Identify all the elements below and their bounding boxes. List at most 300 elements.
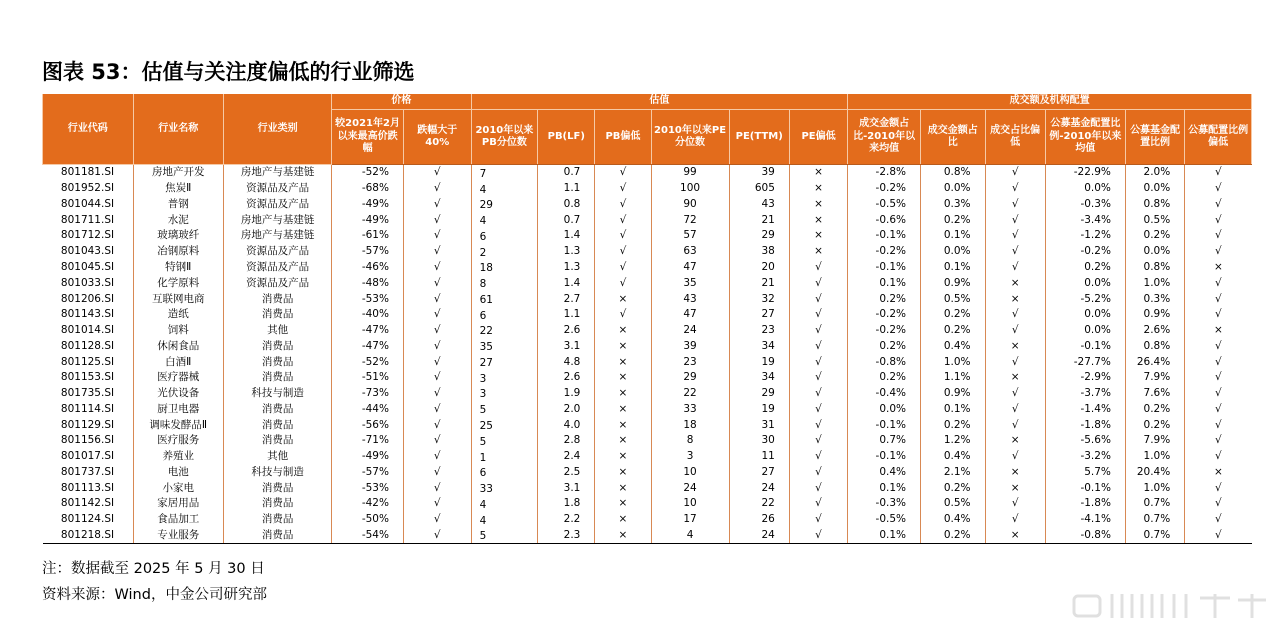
cell-fund-ratio: 20.4% bbox=[1125, 465, 1184, 481]
cell-pb-pct: 8 bbox=[471, 275, 538, 291]
cell-category: 消费品 bbox=[224, 338, 332, 354]
col-header-pb: PB(LF) bbox=[538, 110, 595, 165]
cell-pb: 4.8 bbox=[538, 354, 595, 370]
cell-pe-pct: 35 bbox=[651, 275, 729, 291]
data-note: 注：数据截至 2025 年 5 月 30 日 bbox=[42, 561, 265, 577]
cell-pe: 605 bbox=[729, 181, 789, 197]
cell-category: 房地产与基建链 bbox=[224, 212, 332, 228]
cell-pb: 1.3 bbox=[538, 260, 595, 276]
cell-turnover-low: √ bbox=[985, 228, 1045, 244]
cell-turnover-vs-avg: 0.7% bbox=[848, 433, 921, 449]
table-row bbox=[43, 338, 1252, 354]
cell-pe-pct: 29 bbox=[651, 370, 729, 386]
cell-fund-ratio: 2.6% bbox=[1125, 323, 1184, 339]
cell-pe-low: √ bbox=[789, 370, 847, 386]
cell-pe: 30 bbox=[729, 433, 789, 449]
cell-name: 光伏设备 bbox=[133, 386, 224, 402]
cell-turnover-low: √ bbox=[985, 401, 1045, 417]
cell-pe: 22 bbox=[729, 496, 789, 512]
cell-turnover-vs-avg: -0.3% bbox=[848, 496, 921, 512]
cell-name: 冶钢原料 bbox=[133, 244, 224, 260]
cell-drop40: √ bbox=[403, 370, 471, 386]
cell-fund-vs-avg: -0.2% bbox=[1045, 244, 1125, 260]
table-row bbox=[43, 165, 1252, 181]
cell-fund-vs-avg: -5.6% bbox=[1045, 433, 1125, 449]
cell-category: 资源品及产品 bbox=[224, 197, 332, 213]
cell-turnover-share: 2.1% bbox=[921, 465, 986, 481]
cell-pb-pct: 29 bbox=[471, 197, 538, 213]
cell-pb-low: × bbox=[595, 528, 651, 544]
table-row bbox=[43, 260, 1252, 276]
cell-pe: 20 bbox=[729, 260, 789, 276]
cell-turnover-low: √ bbox=[985, 386, 1045, 402]
cell-turnover-share: 0.9% bbox=[921, 386, 986, 402]
cell-fund-ratio: 0.2% bbox=[1125, 417, 1184, 433]
cell-name: 小家电 bbox=[133, 480, 224, 496]
cell-pb-low: × bbox=[595, 496, 651, 512]
cell-name: 造纸 bbox=[133, 307, 224, 323]
cell-category: 消费品 bbox=[224, 433, 332, 449]
cell-name: 玻璃玻纤 bbox=[133, 228, 224, 244]
cell-pe-pct: 4 bbox=[651, 528, 729, 544]
cell-drop40: √ bbox=[403, 496, 471, 512]
cell-pb-pct: 25 bbox=[471, 417, 538, 433]
cell-pb-pct: 5 bbox=[471, 528, 538, 544]
cell-pb-low: √ bbox=[595, 181, 651, 197]
cell-pe-low: × bbox=[789, 244, 847, 260]
cell-fund-ratio: 0.0% bbox=[1125, 181, 1184, 197]
cell-code: 801712.SI bbox=[60, 229, 115, 242]
table-row bbox=[43, 228, 1252, 244]
col-header-code: 行业代码 bbox=[43, 94, 134, 165]
cell-fund-vs-avg: -1.2% bbox=[1045, 228, 1125, 244]
cell-drawdown: -71% bbox=[332, 433, 404, 449]
cell-drawdown: -73% bbox=[332, 386, 404, 402]
cell-pe: 43 bbox=[729, 197, 789, 213]
cell-pb: 2.7 bbox=[538, 291, 595, 307]
table-row bbox=[43, 528, 1252, 544]
cell-drop40: √ bbox=[403, 244, 471, 260]
screening-table bbox=[42, 94, 1252, 544]
cell-drawdown: -68% bbox=[332, 181, 404, 197]
cell-fund-low: √ bbox=[1185, 275, 1252, 291]
cell-fund-low: √ bbox=[1185, 338, 1252, 354]
cell-turnover-share: 0.2% bbox=[921, 212, 986, 228]
cell-fund-low: √ bbox=[1185, 165, 1252, 181]
cell-pe: 32 bbox=[729, 291, 789, 307]
cell-name: 食品加工 bbox=[133, 512, 224, 528]
cell-pe-low: √ bbox=[789, 401, 847, 417]
cell-pb-low: √ bbox=[595, 197, 651, 213]
cell-drop40: √ bbox=[403, 465, 471, 481]
cell-fund-vs-avg: 0.0% bbox=[1045, 181, 1125, 197]
cell-fund-vs-avg: -1.8% bbox=[1045, 496, 1125, 512]
cell-pb-pct: 6 bbox=[471, 307, 538, 323]
cell-drop40: √ bbox=[403, 512, 471, 528]
cell-pe: 29 bbox=[729, 228, 789, 244]
cell-drawdown: -40% bbox=[332, 307, 404, 323]
cell-fund-ratio: 0.0% bbox=[1125, 244, 1184, 260]
cell-code: 801153.SI bbox=[60, 371, 115, 384]
cell-fund-ratio: 26.4% bbox=[1125, 354, 1184, 370]
watermark-icon bbox=[1070, 590, 1270, 620]
cell-pe-low: √ bbox=[789, 433, 847, 449]
group-header-valuation: 估值 bbox=[471, 94, 848, 110]
cell-code: 801045.SI bbox=[60, 260, 115, 273]
cell-pb: 1.9 bbox=[538, 386, 595, 402]
cell-turnover-low: × bbox=[985, 480, 1045, 496]
cell-turnover-share: 0.1% bbox=[921, 228, 986, 244]
cell-turnover-share: 0.4% bbox=[921, 512, 986, 528]
cell-pe: 34 bbox=[729, 338, 789, 354]
cell-pb-low: × bbox=[595, 512, 651, 528]
cell-turnover-vs-avg: 0.1% bbox=[848, 528, 921, 544]
cell-fund-vs-avg: 0.0% bbox=[1045, 323, 1125, 339]
cell-category: 资源品及产品 bbox=[224, 260, 332, 276]
table-row bbox=[43, 480, 1252, 496]
cell-fund-low: √ bbox=[1185, 417, 1252, 433]
table-row bbox=[43, 401, 1252, 417]
cell-drawdown: -56% bbox=[332, 417, 404, 433]
cell-pb-pct: 4 bbox=[471, 512, 538, 528]
cell-fund-vs-avg: -1.8% bbox=[1045, 417, 1125, 433]
cell-drawdown: -52% bbox=[332, 165, 404, 181]
col-header-drawdown: 较2021年2月以来最高价跌幅 bbox=[332, 110, 404, 165]
cell-code: 801143.SI bbox=[60, 308, 115, 321]
cell-pb: 4.0 bbox=[538, 417, 595, 433]
cell-pe-pct: 47 bbox=[651, 260, 729, 276]
cell-turnover-vs-avg: 0.2% bbox=[848, 370, 921, 386]
cell-code: 801711.SI bbox=[60, 213, 115, 226]
cell-code: 801114.SI bbox=[60, 402, 115, 415]
cell-pb: 3.1 bbox=[538, 480, 595, 496]
cell-pb-pct: 33 bbox=[471, 480, 538, 496]
cell-pb: 0.7 bbox=[538, 165, 595, 181]
cell-name: 医疗器械 bbox=[133, 370, 224, 386]
cell-turnover-low: × bbox=[985, 465, 1045, 481]
cell-code: 801044.SI bbox=[60, 197, 115, 210]
cell-pb-low: √ bbox=[595, 244, 651, 260]
cell-pb: 2.6 bbox=[538, 370, 595, 386]
cell-pe-pct: 39 bbox=[651, 338, 729, 354]
cell-turnover-vs-avg: -0.2% bbox=[848, 307, 921, 323]
cell-drop40: √ bbox=[403, 323, 471, 339]
cell-name: 房地产开发 bbox=[133, 165, 224, 181]
cell-pe-low: √ bbox=[789, 338, 847, 354]
col-header-pe-low: PE偏低 bbox=[789, 110, 847, 165]
cell-drop40: √ bbox=[403, 480, 471, 496]
cell-pe: 19 bbox=[729, 401, 789, 417]
cell-fund-low: √ bbox=[1185, 401, 1252, 417]
cell-pb-pct: 4 bbox=[471, 496, 538, 512]
col-header-pb-low: PB偏低 bbox=[595, 110, 651, 165]
cell-turnover-share: 0.4% bbox=[921, 338, 986, 354]
col-header-turnover-low: 成交占比偏低 bbox=[985, 110, 1045, 165]
cell-pe-low: × bbox=[789, 228, 847, 244]
cell-drawdown: -49% bbox=[332, 212, 404, 228]
cell-fund-ratio: 0.7% bbox=[1125, 496, 1184, 512]
cell-category: 房地产与基建链 bbox=[224, 228, 332, 244]
cell-fund-low: √ bbox=[1185, 370, 1252, 386]
cell-category: 消费品 bbox=[224, 354, 332, 370]
cell-turnover-share: 0.9% bbox=[921, 275, 986, 291]
cell-pb-low: × bbox=[595, 370, 651, 386]
cell-code: 801043.SI bbox=[60, 245, 115, 258]
cell-pb-pct: 35 bbox=[471, 338, 538, 354]
cell-fund-ratio: 1.0% bbox=[1125, 449, 1184, 465]
cell-category: 科技与制造 bbox=[224, 465, 332, 481]
cell-pb-low: √ bbox=[595, 260, 651, 276]
cell-fund-low: √ bbox=[1185, 307, 1252, 323]
cell-pb: 1.4 bbox=[538, 228, 595, 244]
cell-pb: 0.7 bbox=[538, 212, 595, 228]
cell-pb-pct: 27 bbox=[471, 354, 538, 370]
cell-code: 801735.SI bbox=[60, 387, 115, 400]
cell-code: 801125.SI bbox=[60, 355, 115, 368]
cell-fund-low: × bbox=[1185, 260, 1252, 276]
cell-fund-vs-avg: -5.2% bbox=[1045, 291, 1125, 307]
table-row bbox=[43, 370, 1252, 386]
cell-pb: 2.2 bbox=[538, 512, 595, 528]
cell-turnover-low: √ bbox=[985, 417, 1045, 433]
cell-name: 休闲食品 bbox=[133, 338, 224, 354]
cell-drop40: √ bbox=[403, 165, 471, 181]
cell-turnover-low: × bbox=[985, 338, 1045, 354]
cell-fund-vs-avg: -3.7% bbox=[1045, 386, 1125, 402]
cell-fund-low: √ bbox=[1185, 528, 1252, 544]
cell-fund-vs-avg: -0.1% bbox=[1045, 480, 1125, 496]
cell-pb-pct: 5 bbox=[471, 433, 538, 449]
cell-turnover-vs-avg: -0.4% bbox=[848, 386, 921, 402]
cell-turnover-vs-avg: -0.1% bbox=[848, 228, 921, 244]
cell-drawdown: -57% bbox=[332, 465, 404, 481]
cell-pe-low: √ bbox=[789, 496, 847, 512]
cell-turnover-low: √ bbox=[985, 244, 1045, 260]
cell-turnover-low: √ bbox=[985, 496, 1045, 512]
cell-name: 焦炭Ⅱ bbox=[133, 181, 224, 197]
table-row bbox=[43, 197, 1252, 213]
cell-pb-low: × bbox=[595, 354, 651, 370]
cell-turnover-low: √ bbox=[985, 165, 1045, 181]
cell-pb-pct: 2 bbox=[471, 244, 538, 260]
cell-drop40: √ bbox=[403, 401, 471, 417]
cell-fund-vs-avg: -0.8% bbox=[1045, 528, 1125, 544]
cell-pe-low: √ bbox=[789, 275, 847, 291]
cell-category: 其他 bbox=[224, 323, 332, 339]
table-row bbox=[43, 512, 1252, 528]
cell-pe: 34 bbox=[729, 370, 789, 386]
cell-pb-low: × bbox=[595, 386, 651, 402]
table-row bbox=[43, 386, 1252, 402]
cell-fund-low: √ bbox=[1185, 212, 1252, 228]
cell-pb: 1.1 bbox=[538, 307, 595, 323]
col-header-turnover-vs-avg: 成交金额占比-2010年以来均值 bbox=[848, 110, 921, 165]
cell-fund-vs-avg: -0.3% bbox=[1045, 197, 1125, 213]
cell-drop40: √ bbox=[403, 291, 471, 307]
cell-turnover-vs-avg: -0.1% bbox=[848, 449, 921, 465]
cell-fund-vs-avg: -1.4% bbox=[1045, 401, 1125, 417]
cell-name: 医疗服务 bbox=[133, 433, 224, 449]
cell-pb-low: √ bbox=[595, 307, 651, 323]
cell-pe-pct: 8 bbox=[651, 433, 729, 449]
cell-pe-low: × bbox=[789, 212, 847, 228]
table-row bbox=[43, 275, 1252, 291]
cell-turnover-share: 0.2% bbox=[921, 528, 986, 544]
cell-pb-low: √ bbox=[595, 212, 651, 228]
cell-code: 801952.SI bbox=[60, 182, 115, 195]
cell-category: 其他 bbox=[224, 449, 332, 465]
cell-name: 互联网电商 bbox=[133, 291, 224, 307]
cell-fund-ratio: 0.8% bbox=[1125, 260, 1184, 276]
cell-pe-pct: 18 bbox=[651, 417, 729, 433]
cell-pb-low: × bbox=[595, 338, 651, 354]
cell-code: 801017.SI bbox=[60, 450, 115, 463]
cell-fund-ratio: 1.0% bbox=[1125, 275, 1184, 291]
cell-pe-pct: 43 bbox=[651, 291, 729, 307]
cell-pb-pct: 6 bbox=[471, 465, 538, 481]
cell-drawdown: -44% bbox=[332, 401, 404, 417]
cell-drawdown: -53% bbox=[332, 480, 404, 496]
cell-pe: 39 bbox=[729, 165, 789, 181]
cell-fund-vs-avg: -22.9% bbox=[1045, 165, 1125, 181]
cell-fund-ratio: 7.6% bbox=[1125, 386, 1184, 402]
cell-category: 消费品 bbox=[224, 291, 332, 307]
cell-fund-low: √ bbox=[1185, 228, 1252, 244]
cell-turnover-low: × bbox=[985, 528, 1045, 544]
cell-pb-low: × bbox=[595, 401, 651, 417]
cell-name: 普钢 bbox=[133, 197, 224, 213]
cell-fund-low: √ bbox=[1185, 433, 1252, 449]
cell-pe-low: √ bbox=[789, 307, 847, 323]
cell-drawdown: -49% bbox=[332, 449, 404, 465]
table-row bbox=[43, 465, 1252, 481]
table-row bbox=[43, 323, 1252, 339]
cell-turnover-vs-avg: -2.8% bbox=[848, 165, 921, 181]
cell-name: 白酒Ⅱ bbox=[133, 354, 224, 370]
cell-fund-low: √ bbox=[1185, 291, 1252, 307]
col-header-category: 行业类别 bbox=[224, 94, 332, 165]
cell-code: 801206.SI bbox=[60, 292, 115, 305]
cell-pe-pct: 63 bbox=[651, 244, 729, 260]
cell-pb-pct: 5 bbox=[471, 401, 538, 417]
table-body bbox=[43, 165, 1252, 544]
cell-drawdown: -52% bbox=[332, 354, 404, 370]
cell-pe-pct: 23 bbox=[651, 354, 729, 370]
cell-turnover-share: 0.2% bbox=[921, 307, 986, 323]
cell-pb-pct: 7 bbox=[471, 165, 538, 181]
cell-code: 801129.SI bbox=[60, 418, 115, 431]
cell-pe: 31 bbox=[729, 417, 789, 433]
cell-name: 调味发酵品Ⅱ bbox=[133, 417, 224, 433]
cell-pb: 3.1 bbox=[538, 338, 595, 354]
cell-fund-low: √ bbox=[1185, 496, 1252, 512]
cell-turnover-share: 0.8% bbox=[921, 165, 986, 181]
cell-drop40: √ bbox=[403, 212, 471, 228]
cell-pe: 23 bbox=[729, 323, 789, 339]
cell-drop40: √ bbox=[403, 528, 471, 544]
cell-pb: 1.4 bbox=[538, 275, 595, 291]
cell-pb-pct: 22 bbox=[471, 323, 538, 339]
cell-fund-ratio: 0.2% bbox=[1125, 401, 1184, 417]
cell-pb: 1.1 bbox=[538, 181, 595, 197]
cell-category: 消费品 bbox=[224, 417, 332, 433]
cell-pb: 2.8 bbox=[538, 433, 595, 449]
cell-pe-pct: 47 bbox=[651, 307, 729, 323]
cell-pb-low: × bbox=[595, 417, 651, 433]
cell-category: 消费品 bbox=[224, 528, 332, 544]
table-row bbox=[43, 354, 1252, 370]
col-header-fund-vs-avg: 公募基金配置比例-2010年以来均值 bbox=[1045, 110, 1125, 165]
table-row bbox=[43, 307, 1252, 323]
cell-turnover-share: 0.2% bbox=[921, 480, 986, 496]
cell-fund-low: √ bbox=[1185, 512, 1252, 528]
cell-code: 801128.SI bbox=[60, 339, 115, 352]
cell-turnover-vs-avg: -0.2% bbox=[848, 323, 921, 339]
cell-drop40: √ bbox=[403, 433, 471, 449]
cell-category: 消费品 bbox=[224, 401, 332, 417]
cell-fund-ratio: 0.9% bbox=[1125, 307, 1184, 323]
cell-pb-low: √ bbox=[595, 228, 651, 244]
cell-drop40: √ bbox=[403, 417, 471, 433]
cell-pb-low: √ bbox=[595, 165, 651, 181]
cell-turnover-share: 0.4% bbox=[921, 449, 986, 465]
cell-turnover-low: √ bbox=[985, 181, 1045, 197]
cell-turnover-low: × bbox=[985, 370, 1045, 386]
cell-turnover-vs-avg: -0.6% bbox=[848, 212, 921, 228]
cell-pe-low: √ bbox=[789, 480, 847, 496]
cell-fund-vs-avg: -4.1% bbox=[1045, 512, 1125, 528]
cell-pe-pct: 10 bbox=[651, 496, 729, 512]
cell-pb-low: × bbox=[595, 291, 651, 307]
cell-pe-pct: 57 bbox=[651, 228, 729, 244]
cell-drop40: √ bbox=[403, 228, 471, 244]
cell-turnover-share: 0.1% bbox=[921, 260, 986, 276]
cell-name: 饲料 bbox=[133, 323, 224, 339]
cell-code: 801156.SI bbox=[60, 434, 115, 447]
cell-pe-pct: 24 bbox=[651, 480, 729, 496]
cell-drawdown: -48% bbox=[332, 275, 404, 291]
cell-code: 801737.SI bbox=[60, 465, 115, 478]
cell-pb-low: √ bbox=[595, 275, 651, 291]
cell-fund-ratio: 7.9% bbox=[1125, 433, 1184, 449]
table-row bbox=[43, 496, 1252, 512]
cell-pe-low: √ bbox=[789, 528, 847, 544]
cell-pb-pct: 3 bbox=[471, 386, 538, 402]
cell-turnover-vs-avg: 0.1% bbox=[848, 275, 921, 291]
cell-pe-pct: 3 bbox=[651, 449, 729, 465]
cell-turnover-low: √ bbox=[985, 512, 1045, 528]
cell-fund-low: × bbox=[1185, 465, 1252, 481]
cell-fund-ratio: 0.8% bbox=[1125, 338, 1184, 354]
cell-code: 801124.SI bbox=[60, 513, 115, 526]
source-note: 资料来源：Wind，中金公司研究部 bbox=[42, 587, 267, 603]
cell-turnover-share: 0.1% bbox=[921, 401, 986, 417]
cell-fund-vs-avg: -3.2% bbox=[1045, 449, 1125, 465]
cell-turnover-low: √ bbox=[985, 307, 1045, 323]
cell-name: 电池 bbox=[133, 465, 224, 481]
cell-pb-pct: 3 bbox=[471, 370, 538, 386]
cell-name: 家居用品 bbox=[133, 496, 224, 512]
cell-pb: 2.4 bbox=[538, 449, 595, 465]
cell-fund-vs-avg: -0.1% bbox=[1045, 338, 1125, 354]
cell-fund-low: √ bbox=[1185, 386, 1252, 402]
cell-turnover-share: 1.2% bbox=[921, 433, 986, 449]
cell-fund-low: × bbox=[1185, 323, 1252, 339]
cell-pe-low: √ bbox=[789, 417, 847, 433]
cell-pb: 0.8 bbox=[538, 197, 595, 213]
cell-code: 801113.SI bbox=[60, 481, 115, 494]
cell-fund-vs-avg: 0.2% bbox=[1045, 260, 1125, 276]
